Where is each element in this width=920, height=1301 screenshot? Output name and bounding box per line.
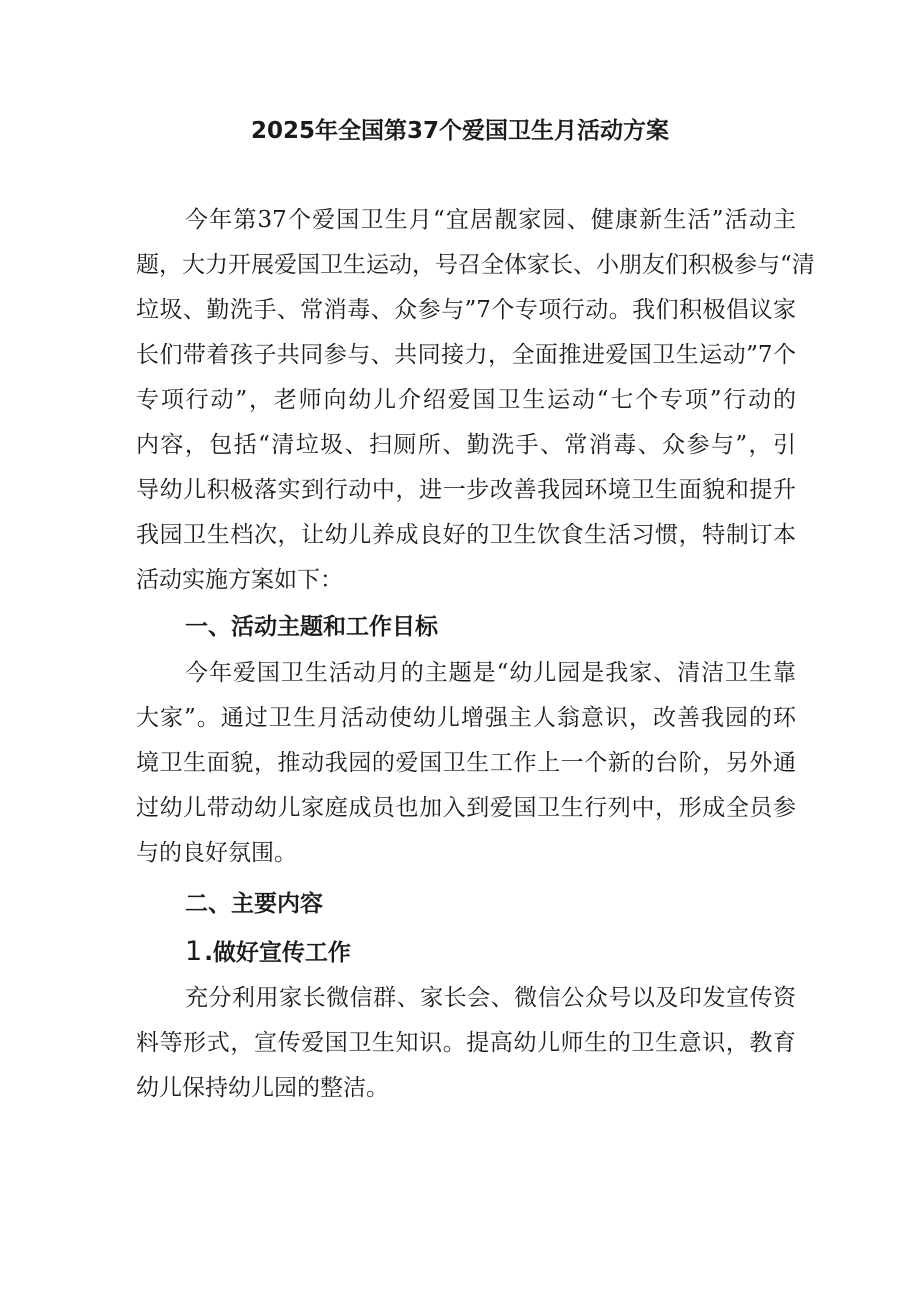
subsection-number: 1 [185,936,203,967]
section-heading-2: 二、主要内容 [185,891,323,917]
intro-line: 专项行动”，老师向幼儿介绍爱国卫生运动“七个专项”行动的 [136,387,796,413]
section-heading-1: 一、活动主题和工作目标 [185,614,438,640]
document-body [136,198,815,1111]
section1-line: 今年爱国卫生活动月的主题是“幼儿园是我家、清洁卫生靠 [185,660,796,686]
document-title: 2025年全国第37个爱国卫生月活动方案 [250,118,670,144]
section1-line: 大家”。通过卫生月活动使幼儿增强主人翁意识，改善我园的环 [136,705,796,731]
intro-line: 题，大力开展爱国卫生运动，号召全体家长、小朋友们积极参与“清 [136,252,815,278]
subsection-title: .做好宣传工作 [204,940,351,966]
subsection1-line: 充分利用家长微信群、家长会、微信公众号以及印发宣传资 [185,985,796,1011]
intro-line: 导幼儿积极落实到行动中，进一步改善我园环境卫生面貌和提升 [136,477,796,503]
section1-line: 与的良好氛围。 [136,840,297,866]
intro-line: 长们带着孩子共同参与、共同接力，全面推进爱国卫生运动”7个 [136,342,796,368]
subsection1-line: 幼儿保持幼儿园的整洁。 [136,1075,389,1101]
section1-line: 过幼儿带动幼儿家庭成员也加入到爱国卫生行列中，形成全员参 [136,795,796,821]
intro-line: 活动实施方案如下： [136,567,343,593]
section1-line: 境卫生面貌，推动我园的爱国卫生工作上一个新的台阶，另外通 [136,750,796,776]
intro-line: 内容，包括“清垃圾、扫厕所、勤洗手、常消毒、众参与”，引 [136,432,796,458]
subsection-heading-1 [136,928,796,976]
intro-line: 我园卫生档次，让幼儿养成良好的卫生饮食生活习惯，特制订本 [136,522,796,548]
subsection1-line: 料等形式，宣传爱国卫生知识。提高幼儿师生的卫生意识，教育 [136,1030,796,1056]
intro-line: 垃圾、勤洗手、常消毒、众参与”7个专项行动。我们积极倡议家 [136,297,796,323]
intro-line: 今年第37个爱国卫生月“宜居靓家园、健康新生活”活动主 [185,207,796,233]
